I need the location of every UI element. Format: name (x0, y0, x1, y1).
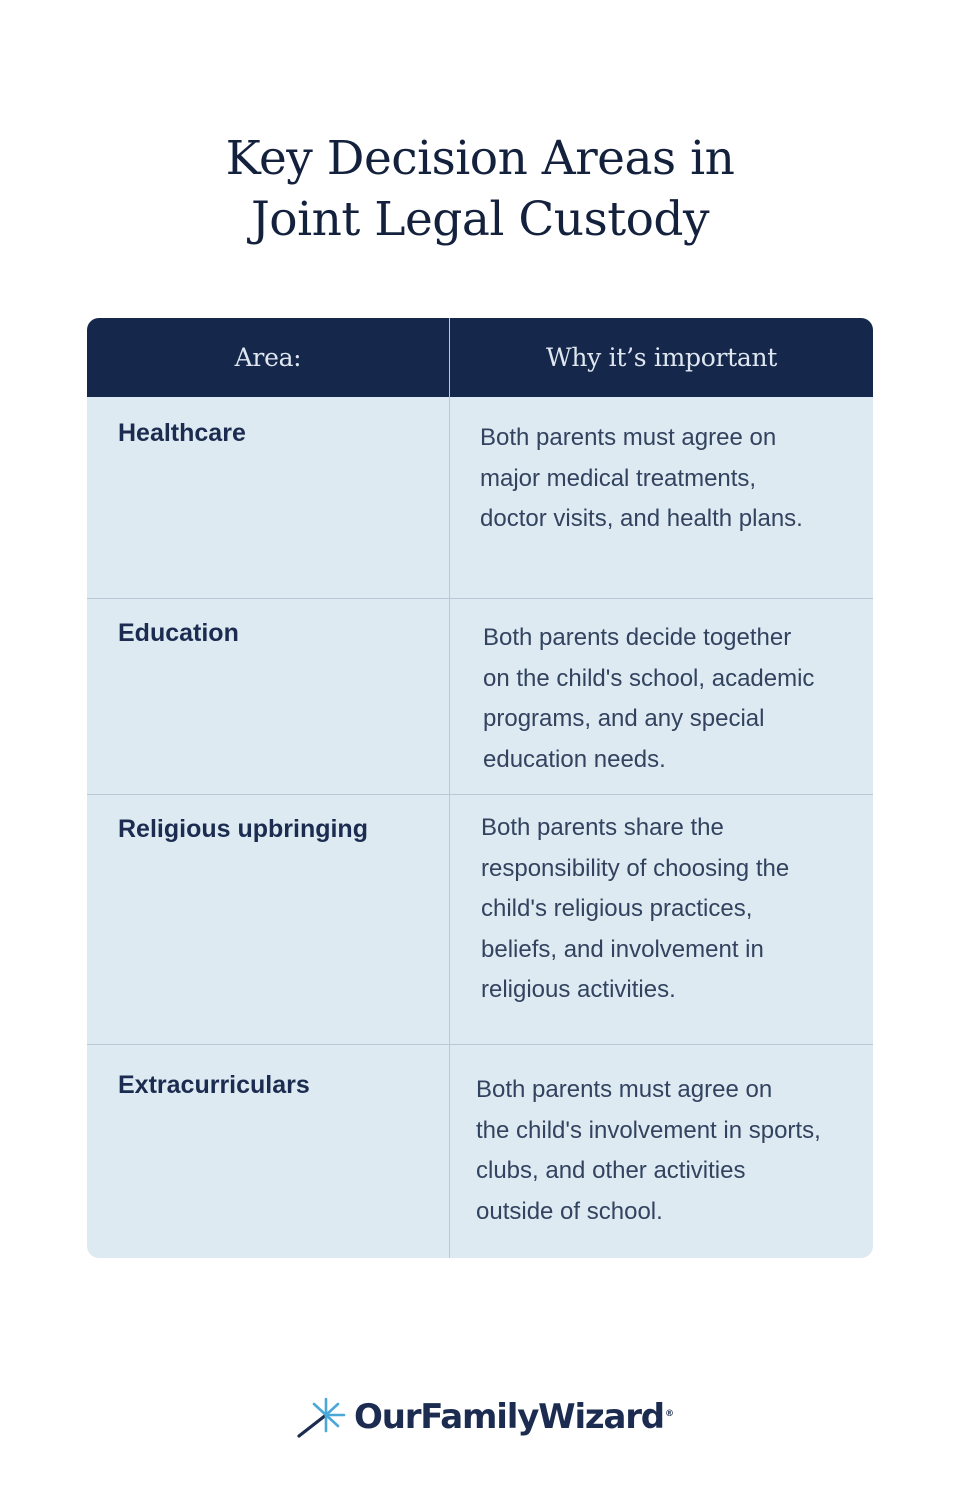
description-cell (476, 1070, 821, 1232)
description-cell (480, 418, 803, 540)
description-line: education needs. (483, 745, 666, 773)
row-divider (87, 1044, 873, 1045)
description-cell (481, 808, 789, 1011)
description-line: clubs, and other activities (476, 1157, 746, 1185)
registered-mark: ® (664, 1408, 673, 1419)
header-area: Area: (234, 343, 302, 372)
description-line: doctor visits, and health plans. (480, 505, 803, 533)
decision-areas-table (87, 318, 873, 1258)
area-cell: Healthcare (118, 419, 246, 447)
description-line: Both parents decide together (483, 624, 792, 651)
row-divider (87, 598, 873, 599)
description-cell (483, 618, 814, 780)
description-line: major medical treatments, (480, 464, 757, 492)
description-line: responsibility of choosing the (481, 854, 790, 882)
brand-name-text: OurFamilyWizard (354, 1397, 664, 1437)
description-line: Both parents share the (481, 814, 724, 841)
column-divider (449, 318, 450, 1258)
brand-name (354, 1397, 673, 1437)
description-line: programs, and any special (483, 705, 765, 733)
description-line: child's religious practices, (481, 895, 753, 923)
area-cell: Education (118, 619, 239, 647)
description-line: religious activities. (481, 976, 676, 1004)
header-why-important: Why it’s important (545, 343, 778, 372)
brand-logo (296, 1392, 673, 1442)
description-line: the child's involvement in sports, (476, 1116, 821, 1144)
starburst-icon (296, 1395, 348, 1439)
page-title (0, 128, 960, 250)
title-line-2: Joint Legal Custody (250, 192, 710, 247)
title-line-1: Key Decision Areas in (225, 131, 735, 186)
area-cell: Extracurriculars (118, 1071, 310, 1099)
description-line: beliefs, and involvement in (481, 935, 764, 963)
area-cell: Religious upbringing (118, 815, 368, 843)
row-divider (87, 794, 873, 795)
description-line: on the child's school, academic (483, 664, 815, 692)
description-line: outside of school. (476, 1197, 663, 1225)
description-line: Both parents must agree on (480, 424, 777, 451)
table-header (87, 318, 873, 397)
description-line: Both parents must agree on (476, 1076, 773, 1103)
